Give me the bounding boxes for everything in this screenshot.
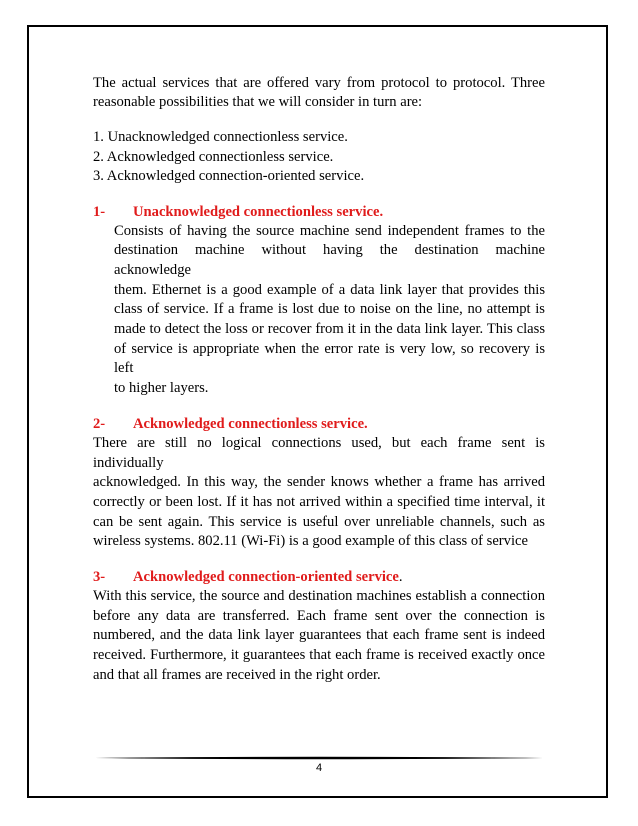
body-line: correctly or been lost. If it has not arrived within a specified time interval, it bbox=[93, 493, 545, 510]
page-content bbox=[93, 74, 545, 686]
section-number: 2- bbox=[93, 415, 106, 432]
section-heading bbox=[93, 202, 545, 222]
body-line: With this service, the source and destination machines establish a connection bbox=[93, 588, 545, 605]
section-title: Acknowledged connection-oriented service. bbox=[133, 569, 403, 586]
section-acknowledged-connection-oriented bbox=[93, 567, 545, 686]
body-line: received. Furthermore, it guarantees that each frame is received exactly once bbox=[93, 647, 545, 664]
body-line: and that all frames are received in the right order. bbox=[93, 666, 381, 683]
section-title: Unacknowledged connectionless service. bbox=[133, 203, 384, 220]
section-body bbox=[93, 587, 545, 686]
section-number: 3- bbox=[93, 569, 106, 586]
body-line: to higher layers. bbox=[114, 380, 209, 397]
body-line: destination machine without having the destination machine acknowledge bbox=[114, 242, 545, 278]
body-line: There are still no logical connections used, but each frame sent is individually bbox=[93, 434, 545, 471]
list-item: 1. Unacknowledged connectionless service. bbox=[93, 129, 348, 145]
section-unacknowledged-connectionless bbox=[93, 202, 545, 399]
body-line: numbered, and the data link layer guarantees that each frame sent is indeed bbox=[93, 627, 545, 644]
section-body bbox=[93, 222, 545, 399]
body-line: can be sent again. This service is useful over unreliable channels, such as bbox=[93, 513, 545, 530]
body-line: them. Ethernet is a good example of a data link layer that provides this bbox=[114, 281, 545, 298]
section-body bbox=[93, 434, 545, 552]
section-heading bbox=[93, 567, 545, 587]
footer-rule bbox=[95, 756, 543, 760]
body-line: Consists of having the source machine send independent frames to the bbox=[114, 222, 545, 239]
body-line: wireless systems. 802.11 (Wi-Fi) is a good example of this class of service bbox=[93, 533, 528, 550]
list-item: 2. Acknowledged connectionless service. bbox=[93, 148, 334, 165]
list-item: 3. Acknowledged connection-oriented service. bbox=[93, 168, 365, 184]
body-line: acknowledged. In this way, the sender knows whether a frame has arrived bbox=[93, 474, 545, 491]
page-number: 4 bbox=[315, 762, 323, 774]
intro-paragraph: The actual services that are offered vary from protocol to protocol. Three reasonable possibilities that we will consider in turn are: bbox=[93, 75, 545, 110]
section-title: Acknowledged connectionless service. bbox=[133, 415, 368, 432]
service-list bbox=[93, 128, 545, 187]
body-line: class of service. If a frame is lost due to noise on the line, no attempt is bbox=[114, 301, 545, 318]
body-line: before any data are transferred. Each frame sent over the connection is bbox=[93, 607, 545, 624]
body-line: made to detect the loss or recover from it in the data link layer. This class bbox=[114, 321, 545, 338]
body-line: of service is appropriate when the error rate is very low, so recovery is left bbox=[114, 340, 545, 377]
section-heading bbox=[93, 414, 545, 434]
section-acknowledged-connectionless bbox=[93, 414, 545, 552]
section-number: 1- bbox=[93, 203, 106, 220]
